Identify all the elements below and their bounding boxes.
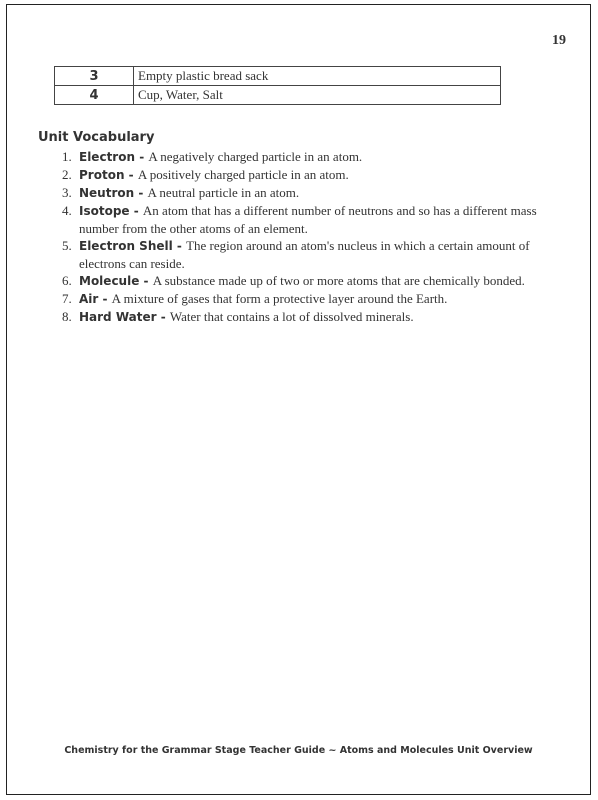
table-cell-number: 3 [55,67,134,86]
term-separator: - [98,292,112,306]
table-cell-item: Cup, Water, Salt [134,86,501,105]
vocabulary-definition: A mixture of gases that form a protective layer around the Earth. [111,291,448,306]
vocabulary-term: Hard Water [79,310,157,324]
list-item [40,290,575,308]
term-separator: - [156,310,170,324]
vocabulary-definition: A positively charged particle in an atom. [137,167,349,182]
list-item-number: 2. [62,167,72,182]
vocabulary-definition: An atom that has a different number of neutrons and so has a different mass number from the other atoms of an element. [79,203,537,236]
list-item-number: 5. [62,238,72,253]
vocabulary-term: Neutron [79,186,135,200]
document-page [6,4,591,795]
vocabulary-term: Proton [79,168,125,182]
table-row [55,67,501,86]
list-item [40,202,575,237]
list-item-number: 7. [62,291,72,306]
term-separator: - [139,274,153,288]
vocabulary-term: Molecule [79,274,140,288]
list-item [40,237,575,272]
table-cell-item: Empty plastic bread sack [134,67,501,86]
list-item-number: 6. [62,273,72,288]
table-cell-number: 4 [55,86,134,105]
term-separator: - [134,186,148,200]
list-item [40,166,575,184]
supplies-table [54,66,501,105]
term-separator: - [135,150,149,164]
term-separator: - [124,168,138,182]
page-footer: Chemistry for the Grammar Stage Teacher Guide ~ Atoms and Molecules Unit Overview [64,745,533,756]
list-item-number: 8. [62,309,72,324]
page-number: 19 [552,33,566,48]
list-item-number: 1. [62,149,72,164]
table-row [55,86,501,105]
list-item-number: 3. [62,185,72,200]
vocabulary-list [40,148,575,326]
list-item-number: 4. [62,203,72,218]
vocabulary-term: Air [79,292,99,306]
list-item [40,184,575,202]
vocabulary-term: Electron Shell [79,239,173,253]
vocabulary-definition: The region around an atom's nucleus in which a certain amount of electrons can reside. [79,238,530,271]
vocabulary-term: Isotope [79,204,130,218]
vocabulary-definition: A negatively charged particle in an atom. [148,149,363,164]
vocabulary-definition: A substance made up of two or more atoms that are chemically bonded. [152,273,525,288]
vocabulary-definition: Water that contains a lot of dissolved minerals. [169,309,414,324]
list-item [40,148,575,166]
list-item [40,308,575,326]
term-separator: - [172,239,187,253]
vocabulary-definition: A neutral particle in an atom. [147,185,300,200]
vocabulary-term: Electron [79,150,136,164]
term-separator: - [129,204,143,218]
list-item [40,272,575,290]
vocabulary-heading: Unit Vocabulary [38,130,155,145]
